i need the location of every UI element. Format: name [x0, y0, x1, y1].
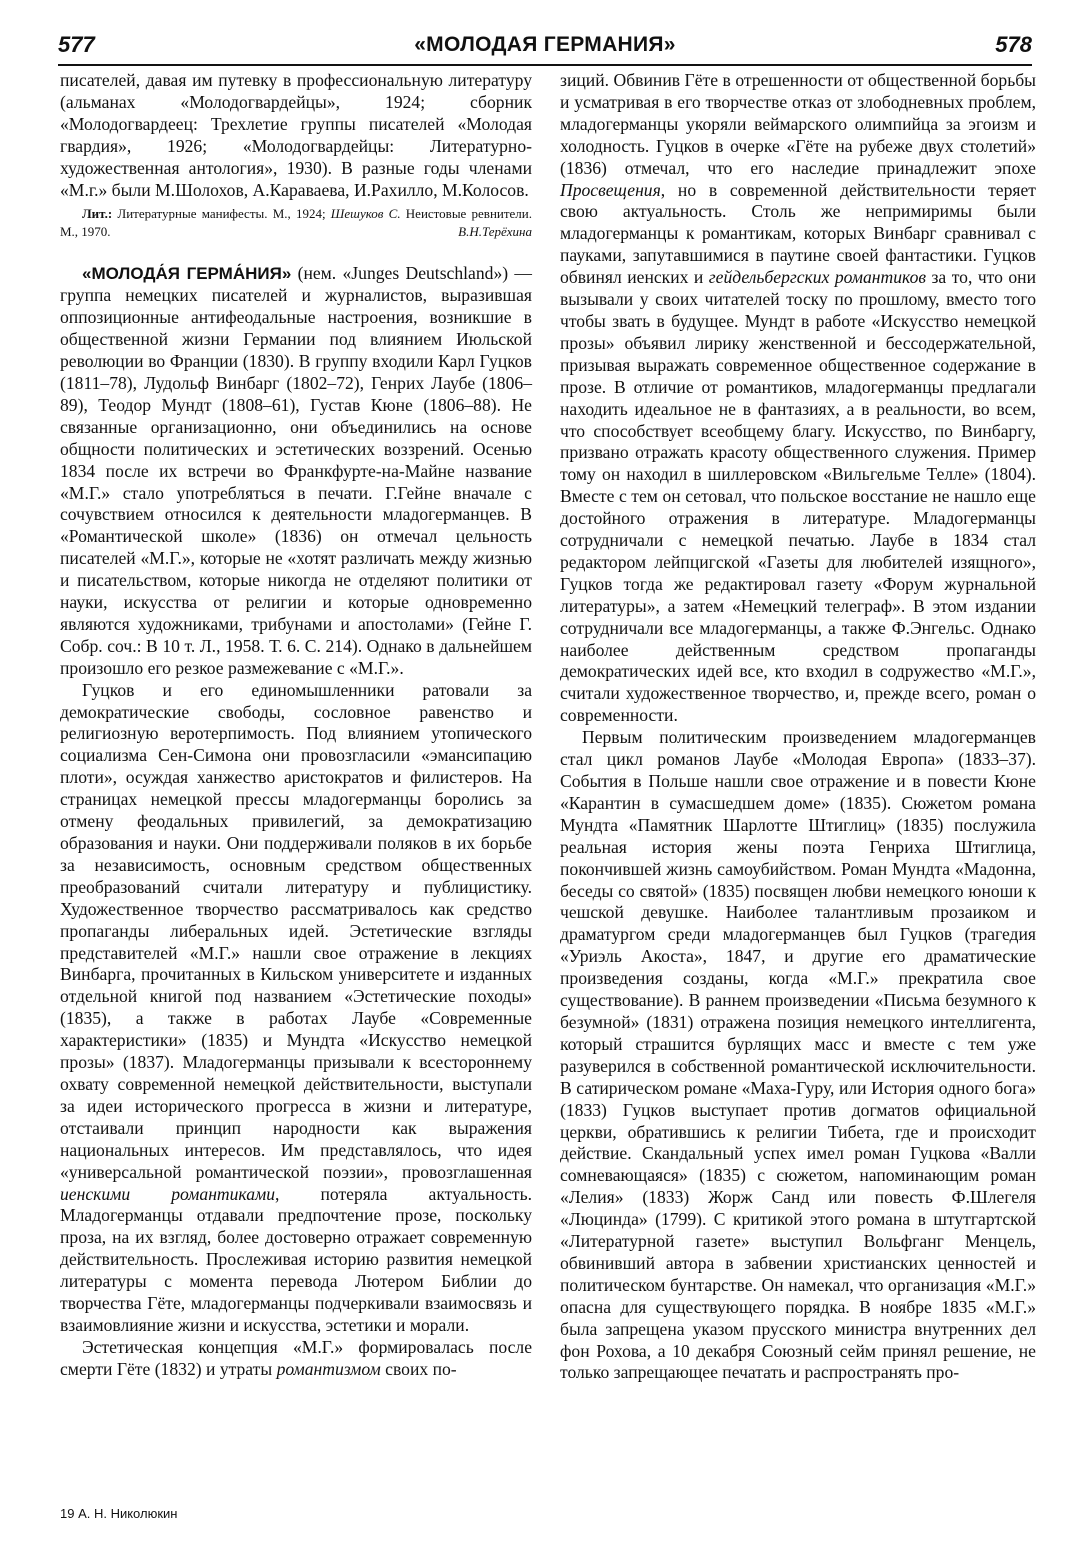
paragraph-3 [60, 1337, 532, 1381]
paragraph-3-text-b: своих по- [380, 1358, 457, 1379]
paragraph-4-italic-1: Просвещения [560, 179, 661, 200]
bibliography-text-1: Литературные манифесты. М., 1924; [112, 206, 331, 222]
paragraph-3-text-a: Эстетическая концепция «М.Г.» формировалась после смерти Гёте (1832) и утраты [60, 1336, 532, 1379]
entry-separator [60, 241, 532, 263]
entry-intro [60, 263, 532, 679]
paragraph-2-text-b: , потеряла актуальность. Младогерманцы отдавали предпочтение прозе, поскольку проза, на их взгляд, более достоверно отражает современную действительность. Прослеживая историю развития немецкой литературы с момента перевода Лютером Библии до творчества Гёте, младогерманцы подчеркивали взаимосвязь и взаимовлияние жизни и искусства, эстетики и морали. [60, 1183, 532, 1335]
paragraph-4-text-c: за то, что они вызывали у своих читателей тоску по прошлому, вместо того чтобы звать в будущее. Мундт в работе «Искусство немецкой прозы» объявил лирику женственной и бессодержательной, призывая выражать современное общественное содержание в прозе. В отличие от романтиков, младогерманцы предлагали находить идеальное не в фантазиях, а в реальности, во всем, что способствует всеобщему благу. Искусство, по Винбаргу, призвано отражать красоту общественного служения. Пример тому он находил в шиллеровском «Вильгельме Телле» (1804). Вместе с тем он сетовал, что польское восстание не нашло еще достойного отражения в литературе. Младогерманцы сотрудничали с немецкой печатью. Лаубе в 1834 стал редактором лейпцигской «Газеты для любителей изящного», Гуцков тогда же редактировал газету «Форум журнальной литературы», а затем «Немецкий телеграф». В этом издании сотрудничали все младогерманцы, а также Ф.Энгельс. Однако наиболее действенным средством пропаганды демократических идей все, кто входил в содружество «М.Г.», считали художественное творчество, и, прежде всего, роман о современности. [560, 267, 1037, 726]
paragraph-5: Первым политическим произведением младогерманцев стал цикл романов Лаубе «Молодая Европа» (1833–37). События в Польше нашли свое отражение и в повести Кюне «Карантин в сумасшедшем доме» (1835). Сюжетом романа Мундта «Памятник Шарлотте Штиглиц» (1835) послужила реальная история жены поэта Генриха Штиглица, покончившей жизнь самоубийством. Роман Мундта «Мадонна, беседы со святой» (1835) посвящен любви немецкого юноши к чешской девушке. Наиболее талантливым прозаиком и драматургом среди младогерманцев был Гуцков (трагедия «Уриэль Акоста», 1847, и другие его драматические произведения созданы, когда «М.Г.» прекратила свое существование). В раннем произведении «Письма безумного к безумной» (1831) отражена позиция немецкого интеллигента, который страшится бурлящих масс и вместе с тем уже разуверился в собственной романтической исключительности. В сатирическом романе «Маха-Гуру, или История одного бога» (1833) Гуцков выступает против догматов официальной церкви, обратившись к религии Тибета, где и происходит действие. Скандальный успех имел роман Гуцкова «Валли сомневающаяся» (1835) с сюжетом, напоминающим роман «Лелия» (1833) Жорж Санд или повесть Ф.Шлегеля «Люцинда» (1799). С критикой этого романа в штутгартской «Литературной газете» выступил Вольфганг Менцель, обвинивший автора в забвении христианских ценностей и политическом бунтарстве. Он намекал, что организация «М.Г.» опасна для существующего порядка. В ноябре 1835 «М.Г.» была запрещена указом прусского министра внутренних дел фон Рохова, а 10 декабря Союзный сейм принял решение, не только запрещающее печатать и распространять про- [560, 727, 1036, 1383]
paragraph-4 [560, 70, 1036, 727]
previous-entry-ending: писателей, давая им путевку в профессиональную литературу (альманах «Молодогвардейцы», 1924; сборник «Молодогвардеец: Трехлетие группы писателей «Молодая гвардия», 1926; «Молодогвардейцы: Литературно-художественная антология», 1930). В разные годы членами «М.г.» были М.Шолохов, А.Караваева, И.Рахилло, М.Колосов. [60, 70, 532, 200]
page-number-right: 578 [995, 32, 1032, 57]
footer-signature: 19 А. Н. Николюкин [60, 1506, 178, 1521]
entry-intro-text: (нем. «Junges Deutschland») — группа немецких писателей и журналистов, выразившая оппозиционные антифеодальные настроения, возникшие в общественной жизни Германии под влиянием Июльской революции во Франции (1830). В группу входили Карл Гуцков (1811–78), Лудольф Винбарг (1802–72), Генрих Лаубе (1806–89), Теодор Мундт (1808–61), Густав Кюне (1806–88). Не связанные организационно, они объединились на основе общности политических и эстетических воззрений. Осенью 1834 после их встречи во Франкфурте-на-Майне название «М.Г.» стало употребляться в печати. Г.Гейне вначале с сочувствием относился к деятельности младогерманцев. В «Романтической школе» (1836) он отмечал цельность писателей «М.Г.», которые не «хотят различать между жизнью и писательством, которые никогда не отделяют политики от науки, искусства от религии и которые одновременно являются художниками, трибунами и апостолами» (Гейне Г. Собр. соч.: В 10 т. Л., 1958. Т. 6. С. 214). Однако в дальнейшем произошло его резкое размежевание с «М.Г.». [60, 263, 532, 678]
page-number-left: 577 [58, 32, 95, 57]
right-column [560, 70, 1036, 1384]
left-column [60, 70, 532, 1381]
bibliography [60, 205, 532, 241]
bibliography-text-2: Неистовые ревнители. М., 1970. [60, 206, 533, 240]
paragraph-4-text-b: , но в современной действительности теряет свою актуальность. Столь же непримиримы были младогерманцы к романтикам, которых Винбарг сравнивал с пауками, запутавшимися в паутине своей фантастики. Гуцков обвинял иенских и [560, 179, 1036, 288]
running-header [58, 30, 1032, 66]
entry-author-signature: В.Н.Терёхина [458, 224, 532, 240]
running-title: «МОЛОДАЯ ГЕРМАНИЯ» [414, 33, 676, 56]
paragraph-4-text-a: зиций. Обвинив Гёте в отрешенности от общественной борьбы и усматривая в его творчестве отказ от злободневных проблем, младогерманцы укоряли веймарского олимпийца за эгоизм и холодность. Гуцков в очерке «Гёте на рубеже двух столетий» (1836) отмечал, что его наследие принадлежит эпохе [560, 70, 1036, 178]
paragraph-2 [60, 680, 532, 1337]
paragraph-4-italic-2: гейдельбергских романтиков [708, 267, 927, 288]
paragraph-2-italic: иенскими романтиками [60, 1183, 276, 1204]
entry-headword: «МОЛОДА́Я ГЕРМА́НИЯ» [82, 264, 292, 284]
paragraph-2-text-a: Гуцков и его единомышленники ратовали за демократические свободы, сословное равенство и религиозную веротерпимость. Под влиянием утопического социализма Сен-Симона они провозгласили «эмансипацию плоти», осуждая ханжество аристократов и филистеров. На страницах немецкой прессы младогерманцы боролись за отмену феодальных привилегий, за демократизацию образования и науки. Они поддерживали поляков в их борьбе за независимость, основным средством общественных преобразований считали литературу и публицистику. Художественное творчество рассматривалось как средство пропаганды либеральных идей. Эстетические взгляды представителей «М.Г.» нашли свое отражение в лекциях Винбарга, прочитанных в Кильском университете и изданных отдельной книгой под названием «Эстетические походы» (1835), а также в работах Лаубе «Современные характеристики» (1835) и Мундта «Искусство немецкой прозы» (1837). Младогерманцы призывали к всестороннему охвату современной немецкой действительности, выступали за идеи исторического прогресса в жизни и литературе, отстаивали принцип народности как выражения национальных интересов. Им представлялось, что идея «универсальной романтической поэзии», провозглашенная [60, 679, 532, 1182]
paragraph-3-italic: романтизмом [276, 1358, 381, 1379]
bibliography-label: Лит.: [82, 206, 113, 222]
bibliography-author: Шешуков С. [330, 206, 401, 222]
